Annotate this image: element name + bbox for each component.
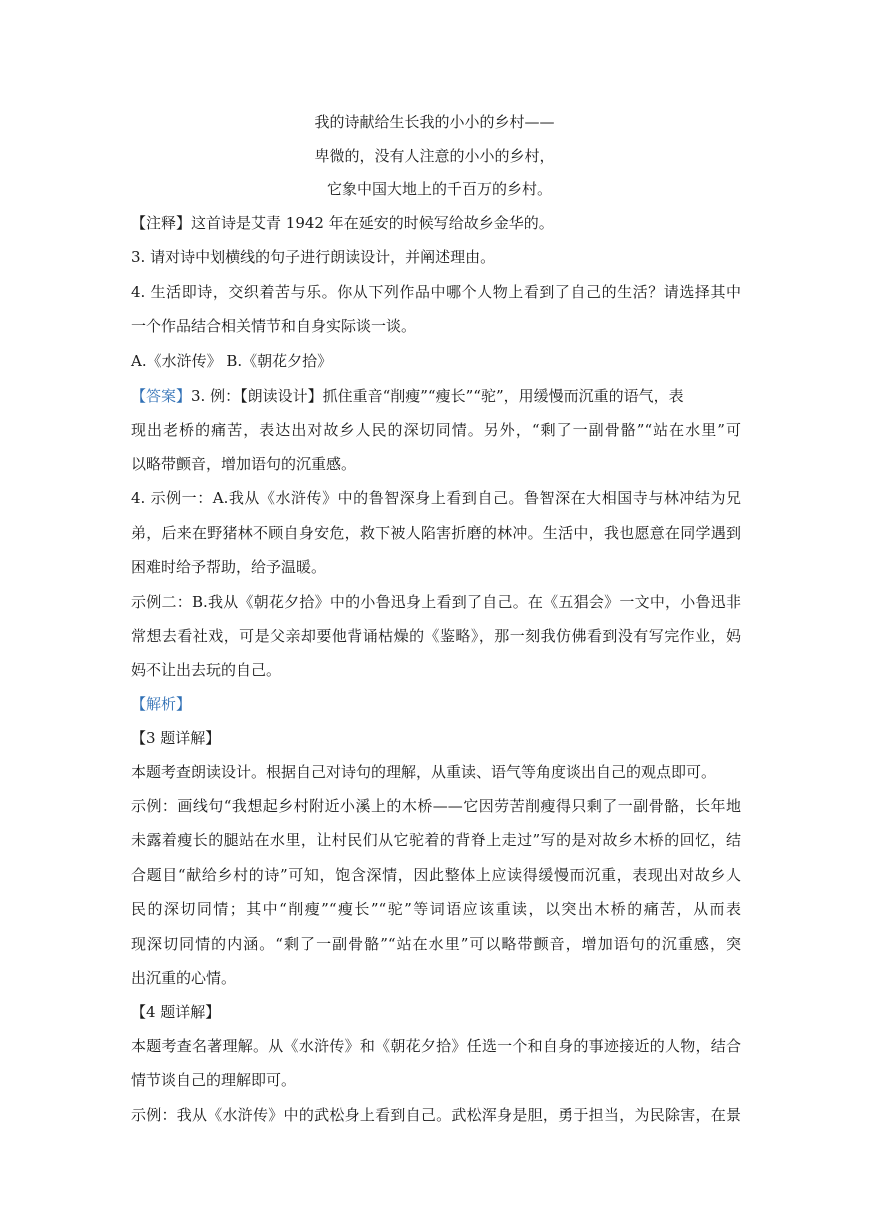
detail4-line-1: 本题考查名著理解。从《水浒传》和《朝花夕拾》任选一个和自身的事迹接近的人物，结合 (131, 1037, 741, 1055)
analysis-label: 【解析】 (131, 695, 192, 713)
answer-line-1 (131, 385, 741, 407)
detail3-line-7: 出沉重的心情。 (131, 969, 237, 987)
detail3-line-2: 示例：画线句“我想起乡村附近小溪上的木桥——它因劳苦削瘦得只剩了一副骨骼，长年地 (131, 797, 741, 815)
question-4-line-2: 一个作品结合相关情节和自身实际谈一谈。 (131, 317, 417, 335)
poem-line-2: 卑微的，没有人注意的小小的乡村， (314, 147, 555, 165)
poem-line-3: 它象中国大地上的千百万的乡村。 (326, 180, 552, 198)
answer-label: 【答案】 (131, 387, 192, 405)
answer4-line-1: 4. 示例一：A.我从《水浒传》中的鲁智深身上看到自己。鲁智深在大相国寺与林冲结为兄 (131, 489, 741, 507)
question-4-line-1: 4. 生活即诗，交织着苦与乐。你从下列作品中哪个人物上看到了自己的生活？请选择其中 (131, 283, 741, 301)
example2-line-2: 常想去看社戏，可是父亲却要他背诵枯燥的《鉴略》，那一刻我仿佛看到没有写完作业，妈 (131, 627, 741, 645)
question-3: 3. 请对诗中划横线的句子进行朗读设计，并阐述理由。 (131, 248, 496, 266)
detail3-line-5: 民的深切同情；其中“削瘦”“瘦长”“驼”等词语应该重读，以突出木桥的痛苦，从而表 (131, 900, 741, 918)
detail3-heading: 【3 题详解】 (131, 729, 221, 747)
answer-line-3: 以略带颤音，增加语句的沉重感。 (131, 455, 357, 473)
example2-line-3: 妈不让出去玩的自己。 (131, 661, 282, 679)
detail4-heading: 【4 题详解】 (131, 1003, 221, 1021)
question-4-options: A.《水浒传》 B.《朝花夕拾》 (131, 352, 333, 370)
detail3-line-3: 未露着瘦长的腿站在水里，让村民们从它驼着的背脊上走过”写的是对故乡木桥的回忆，结 (131, 831, 741, 849)
example2-line-1: 示例二：B.我从《朝花夕拾》中的小鲁迅身上看到了自己。在《五猖会》一文中，小鲁迅非 (131, 593, 741, 611)
detail4-line-3: 示例：我从《水浒传》中的武松身上看到自己。武松浑身是胆，勇于担当，为民除害，在景 (131, 1106, 741, 1124)
detail3-line-6: 现深切同情的内涵。“剩了一副骨骼”“站在水里”可以略带颤音，增加语句的沉重感，突 (131, 935, 741, 953)
detail3-line-1: 本题考查朗读设计。根据自己对诗句的理解，从重读、语气等角度谈出自己的观点即可。 (131, 763, 717, 781)
answer4-line-3: 困难时给予帮助，给予温暖。 (131, 558, 327, 576)
detail4-line-2: 情节谈自己的理解即可。 (131, 1071, 297, 1089)
answer-text-1: 3. 例：【朗读设计】抓住重音“削瘦”“瘦长”“驼”，用缓慢而沉重的语气，表 (191, 387, 684, 405)
answer4-line-2: 弟，后来在野猪林不顾自身安危，救下被人陷害折磨的林冲。生活中，我也愿意在同学遇到 (131, 524, 741, 542)
answer-line-2: 现出老桥的痛苦，表达出对故乡人民的深切同情。另外，“剩了一副骨骼”“站在水里”可 (131, 421, 741, 439)
detail3-line-4: 合题目“献给乡村的诗”可知，饱含深情，因此整体上应读得缓慢而沉重，表现出对故乡人 (131, 866, 741, 884)
note-line: 【注释】这首诗是艾青 1942 年在延安的时候写给故乡金华的。 (131, 214, 554, 232)
poem-line-1: 我的诗献给生长我的小小的乡村—— (314, 113, 555, 131)
